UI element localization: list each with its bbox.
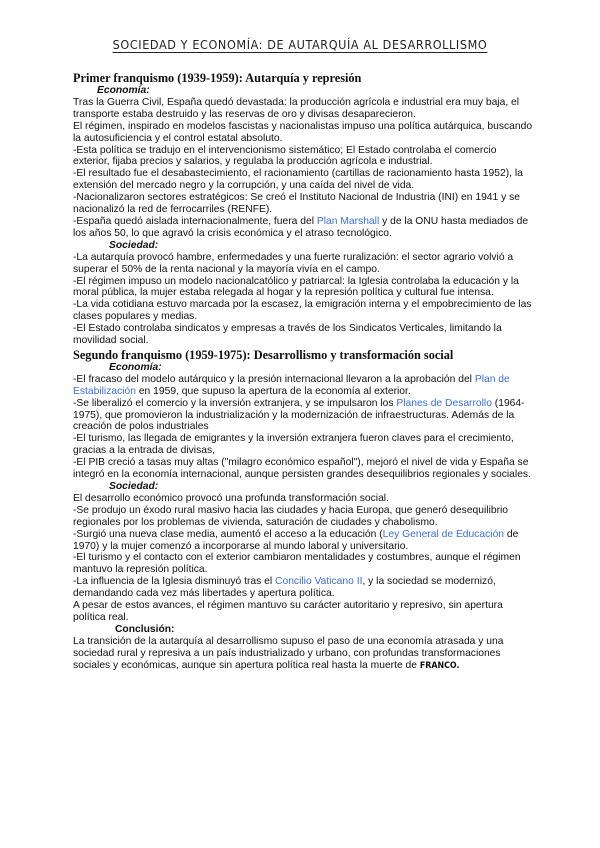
franco-word: FRANCO. (419, 660, 460, 671)
text: de 1970) y la mujer comenzó a incorporarse al mundo laboral y universitario. (73, 528, 519, 552)
plan-marshall-link[interactable]: Plan Marshall (316, 215, 380, 227)
paragraph (73, 398, 533, 434)
text: -Se liberalizó el comercio y la inversión extranjera, y se impulsaron los (73, 397, 397, 409)
paragraph: -El PIB creció a tasas muy altas ("milagro económico español"), mejoró el nivel de vida y España se integró en la economía internacional, aunque persisten grandes desequilibrios regionales y sociales. (73, 457, 531, 481)
section-heading-primer-franquismo: Primer franquismo (1939-1959): Autarquía y represión (73, 71, 362, 85)
paragraph: -El resultado fue el desabastecimiento, el racionamiento (cartillas de racionamiento hasta 1952), la extensión del mercado negro y la corrupción, y una caída del nivel de vida. (73, 168, 523, 192)
paragraph (73, 374, 533, 398)
text: y de la ONU hasta mediados de los años 50, lo que agravó la crisis económica y el atraso tecnológico. (73, 215, 529, 239)
document-body (73, 70, 533, 673)
text: -El fracaso del modelo autárquico y la presión internacional llevaron a la aprobación del (73, 373, 475, 385)
paragraph (73, 529, 533, 553)
paragraph (73, 216, 533, 240)
ley-general-educacion-link[interactable]: Ley General de Educación (382, 528, 505, 540)
subheading-economia: Economía: (97, 85, 150, 96)
subheading-sociedad: Sociedad: (109, 481, 159, 492)
paragraph: -Esta política se tradujo en el intervencionismo sistemático; El Estado controlaba el comercio exterior, fijaba precios y salarios, y regulaba la producción agrícola e industrial. (73, 144, 497, 168)
text: -Surgió una nueva clase media, aumentó el acceso a la educación ( (73, 528, 383, 540)
paragraph (73, 576, 533, 600)
subheading-economia: Economía: (109, 361, 162, 373)
paragraph (73, 636, 533, 673)
plan-estabilizacion-link[interactable]: Plan de Estabilización (73, 373, 510, 397)
subheading-conclusion: Conclusión: (115, 623, 175, 635)
planes-desarrollo-link[interactable]: Planes de Desarrollo (396, 397, 492, 409)
paragraph: -La vida cotidiana estuvo marcada por la escasez, la emigración interna y el empobrecimiento de las clases populares y medias. (73, 299, 532, 323)
paragraph: A pesar de estos avances, el régimen mantuvo su carácter autoritario y represivo, sin apertura política real. (73, 600, 503, 623)
text: , y la sociedad se modernizó, demandando cada vez más libertades y apertura política. (73, 576, 496, 600)
text: -La influencia de la Iglesia disminuyó tras el (73, 576, 276, 588)
text: -España quedó aislada internacionalmente, fuera del (73, 215, 317, 227)
paragraph: -La autarquía provocó hambre, enfermedades y una fuerte ruralización: el sector agrario volvió a superar el 50% de la renta nacional y la mayoría vivía en el campo. (73, 251, 514, 275)
section-heading-segundo-franquismo: Segundo franquismo (1959-1975): Desarrollismo y transformación social (73, 347, 454, 362)
paragraph: -Nacionalizaron sectores estratégicos: Se creó el Instituto Nacional de Industria (INI) en 1941 y se nacionalizó la red de ferrocarriles (RENFE). (73, 192, 520, 216)
paragraph: -El régimen impuso un modelo nacionalcatólico y patriarcal: la Iglesia controlaba la educación y la moral pública, la mujer estaba relegada al hogar y la represión política y cultural fue intensa. (73, 275, 519, 299)
paragraph: Tras la Guerra Civil, España quedó devastada: la producción agrícola e industrial era muy baja, el transporte estaba destruido y las reservas de oro y divisas desaparecieron. (73, 96, 520, 120)
text: La transición de la autarquía al desarrollismo supuso el paso de una economía atrasada y una sociedad rural y represiva a un país industrializado y urbano, con profundas transformaciones sociales y económicas, aunque sin apertura política real hasta la muerte de (73, 635, 504, 671)
text: en 1959, que supuso la apertura de la economía al exterior. (135, 385, 411, 397)
paragraph: El régimen, inspirado en modelos fascistas y nacionalistas impuso una política autárquica, buscando la autosuficiencia y el control estatal absoluto. (73, 120, 533, 144)
text: (1964-1975), que promovieron la industrialización y la modernización de infraestructuras. Además de la creación de polos industriales (73, 397, 525, 433)
paragraph: El desarrollo económico provocó una profunda transformación social. (73, 492, 389, 504)
subheading-sociedad: Sociedad: (109, 239, 159, 251)
concilio-vaticano-link[interactable]: Concilio Vaticano II (275, 576, 363, 588)
paragraph: -Se produjo un éxodo rural masivo hacia las ciudades y hacia Europa, que generó desequilibrio regionales por los problemas de vivienda, saturación de ciudades y chabolismo. (73, 504, 509, 528)
paragraph: -El Estado controlaba sindicatos y empresas a través de los Sindicatos Verticales, limitando la movilidad social. (73, 323, 502, 347)
document-title: SOCIEDAD Y ECONOMÍA: DE AUTARQUÍA AL DESARROLLISMO (112, 37, 488, 52)
paragraph: -El turismo y el contacto con el exterior cambiaron mentalidades y costumbres, aunque el régimen mantuvo la represión política. (73, 552, 521, 576)
paragraph: -El turismo, las llegada de emigrantes y la inversión extranjera fueron claves para el crecimiento, gracias a la entrada de divisas, (73, 433, 514, 457)
